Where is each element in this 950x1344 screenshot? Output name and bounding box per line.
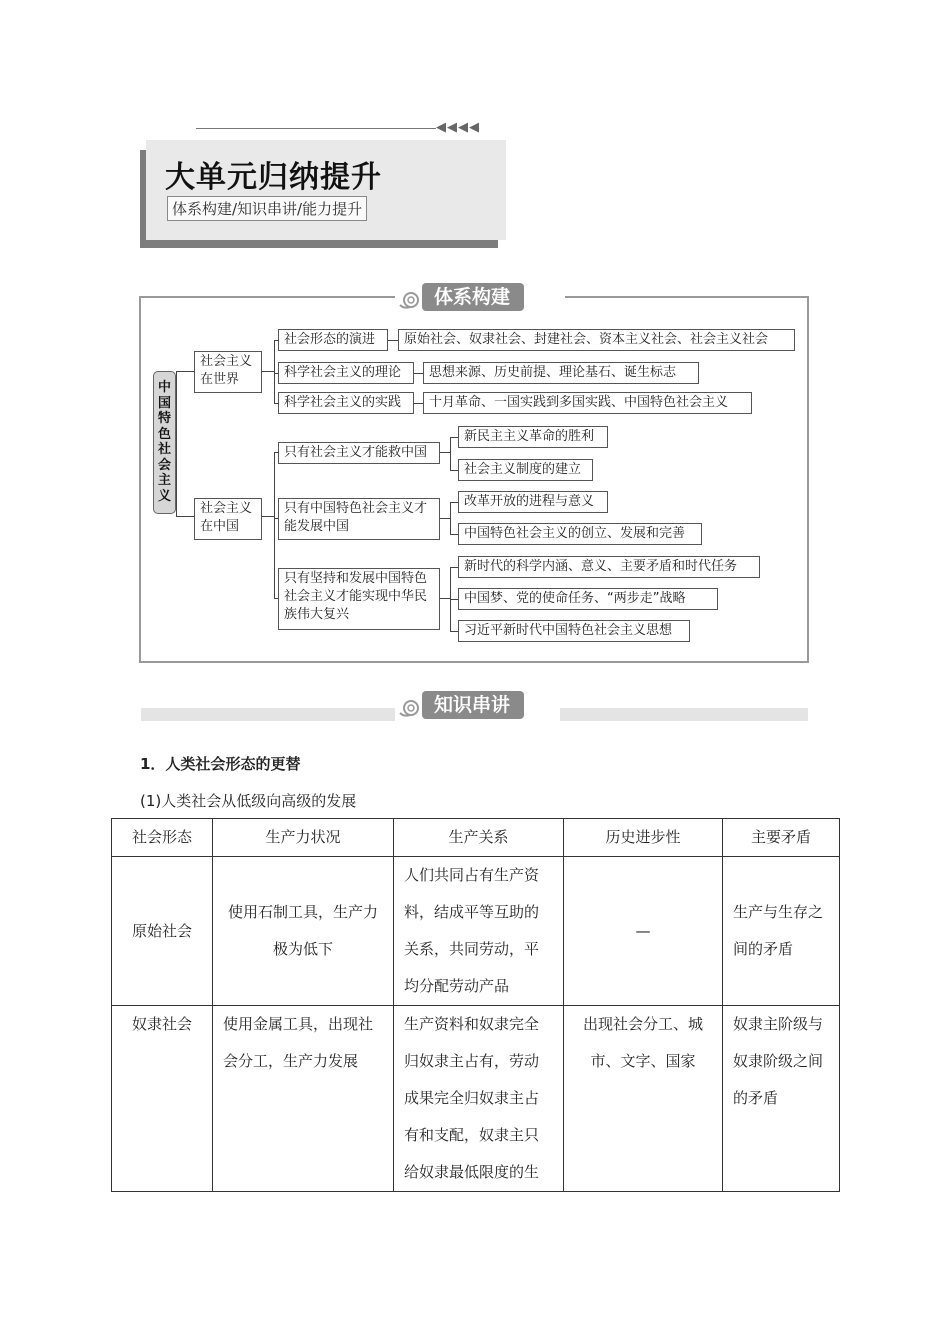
connector <box>440 452 450 453</box>
china-node: 只有社会主义才能救中国 <box>278 442 440 464</box>
branch-china: 社会主义在中国 <box>194 498 262 540</box>
table-row <box>112 1006 840 1192</box>
table-cell: 出现社会分工、城市、文字、国家 <box>564 1006 723 1192</box>
world-detail: 思想来源、历史前提、理论基石、诞生标志 <box>423 362 699 384</box>
china-detail: 新民主主义革命的胜利 <box>458 426 608 448</box>
heading-1: 1．人类社会形态的更替 <box>140 755 301 773</box>
header-rule <box>196 128 436 129</box>
china-detail: 改革开放的进程与意义 <box>458 491 608 513</box>
china-detail: 社会主义制度的建立 <box>458 459 593 481</box>
connector <box>274 452 275 599</box>
branch-world: 社会主义在世界 <box>194 351 262 393</box>
heading-2: (1)人类社会从低级向高级的发展 <box>140 792 357 810</box>
connector <box>450 502 451 535</box>
table-cell: 生产资料和奴隶完全归奴隶主占有，劳动成果完全归奴隶主占有和支配，奴隶主只给奴隶最低限度的生 <box>394 1006 564 1192</box>
table-cell: 使用石制工具，生产力极为低下 <box>213 857 394 1006</box>
connector <box>450 437 451 471</box>
connector <box>414 403 423 404</box>
table-header: 生产关系 <box>394 819 564 857</box>
table-header: 历史进步性 <box>564 819 723 857</box>
world-node: 科学社会主义的理论 <box>278 362 414 384</box>
table-row <box>112 857 840 1006</box>
society-table <box>111 818 840 1192</box>
arrows-icon: ◀◀◀◀ <box>436 120 480 135</box>
unit-title: 大单元归纳提升 <box>165 160 382 195</box>
connector <box>414 373 423 374</box>
table-header: 生产力状况 <box>213 819 394 857</box>
swirl-icon <box>398 289 422 315</box>
unit-subtitle: 体系构建/知识串讲/能力提升 <box>167 196 367 221</box>
section-pill-system: 体系构建 <box>422 283 524 311</box>
connector <box>450 502 458 503</box>
connector <box>450 631 458 632</box>
connector <box>274 340 275 404</box>
china-node: 只有坚持和发展中国特色社会主义才能实现中华民族伟大复兴 <box>278 568 440 630</box>
table-cell: 原始社会 <box>112 857 213 1006</box>
table-cell: 奴隶主阶级与奴隶阶级之间的矛盾 <box>723 1006 840 1192</box>
table-cell: 生产与生存之间的矛盾 <box>723 857 840 1006</box>
china-detail: 中国梦、党的使命任务、“两步走”战略 <box>458 588 718 610</box>
table-cell: 奴隶社会 <box>112 1006 213 1192</box>
world-node: 科学社会主义的实践 <box>278 392 414 414</box>
china-detail: 中国特色社会主义的创立、发展和完善 <box>458 523 702 545</box>
connector <box>262 371 274 372</box>
table-header: 主要矛盾 <box>723 819 840 857</box>
swirl-icon <box>398 697 422 723</box>
table-cell: 使用金属工具，出现社会分工，生产力发展 <box>213 1006 394 1192</box>
connector <box>176 371 177 516</box>
world-detail: 十月革命、一国实践到多国实践、中国特色社会主义 <box>423 392 752 414</box>
connector <box>450 567 458 568</box>
connector <box>440 598 450 599</box>
table-header: 社会形态 <box>112 819 213 857</box>
section-pill-knowledge: 知识串讲 <box>422 691 524 719</box>
diagram-root <box>153 371 176 514</box>
connector <box>450 534 458 535</box>
connector <box>440 518 450 519</box>
connector <box>450 470 458 471</box>
connector <box>450 599 458 600</box>
table-header-row <box>112 819 840 857</box>
world-detail: 原始社会、奴隶社会、封建社会、资本主义社会、社会主义社会 <box>398 329 795 351</box>
connector <box>176 371 194 372</box>
diagram-root-label: 中国特色社会主义 <box>157 380 171 504</box>
connector <box>388 340 398 341</box>
connector <box>450 437 458 438</box>
connector <box>176 516 194 517</box>
table-cell: 人们共同占有生产资料，结成平等互助的关系，共同劳动，平均分配劳动产品 <box>394 857 564 1006</box>
world-node: 社会形态的演进 <box>278 329 388 351</box>
table-cell: — <box>564 857 723 1006</box>
connector <box>262 516 274 517</box>
china-node: 只有中国特色社会主义才能发展中国 <box>278 498 440 540</box>
china-detail: 习近平新时代中国特色社会主义思想 <box>458 620 690 642</box>
china-detail: 新时代的科学内涵、意义、主要矛盾和时代任务 <box>458 556 760 578</box>
